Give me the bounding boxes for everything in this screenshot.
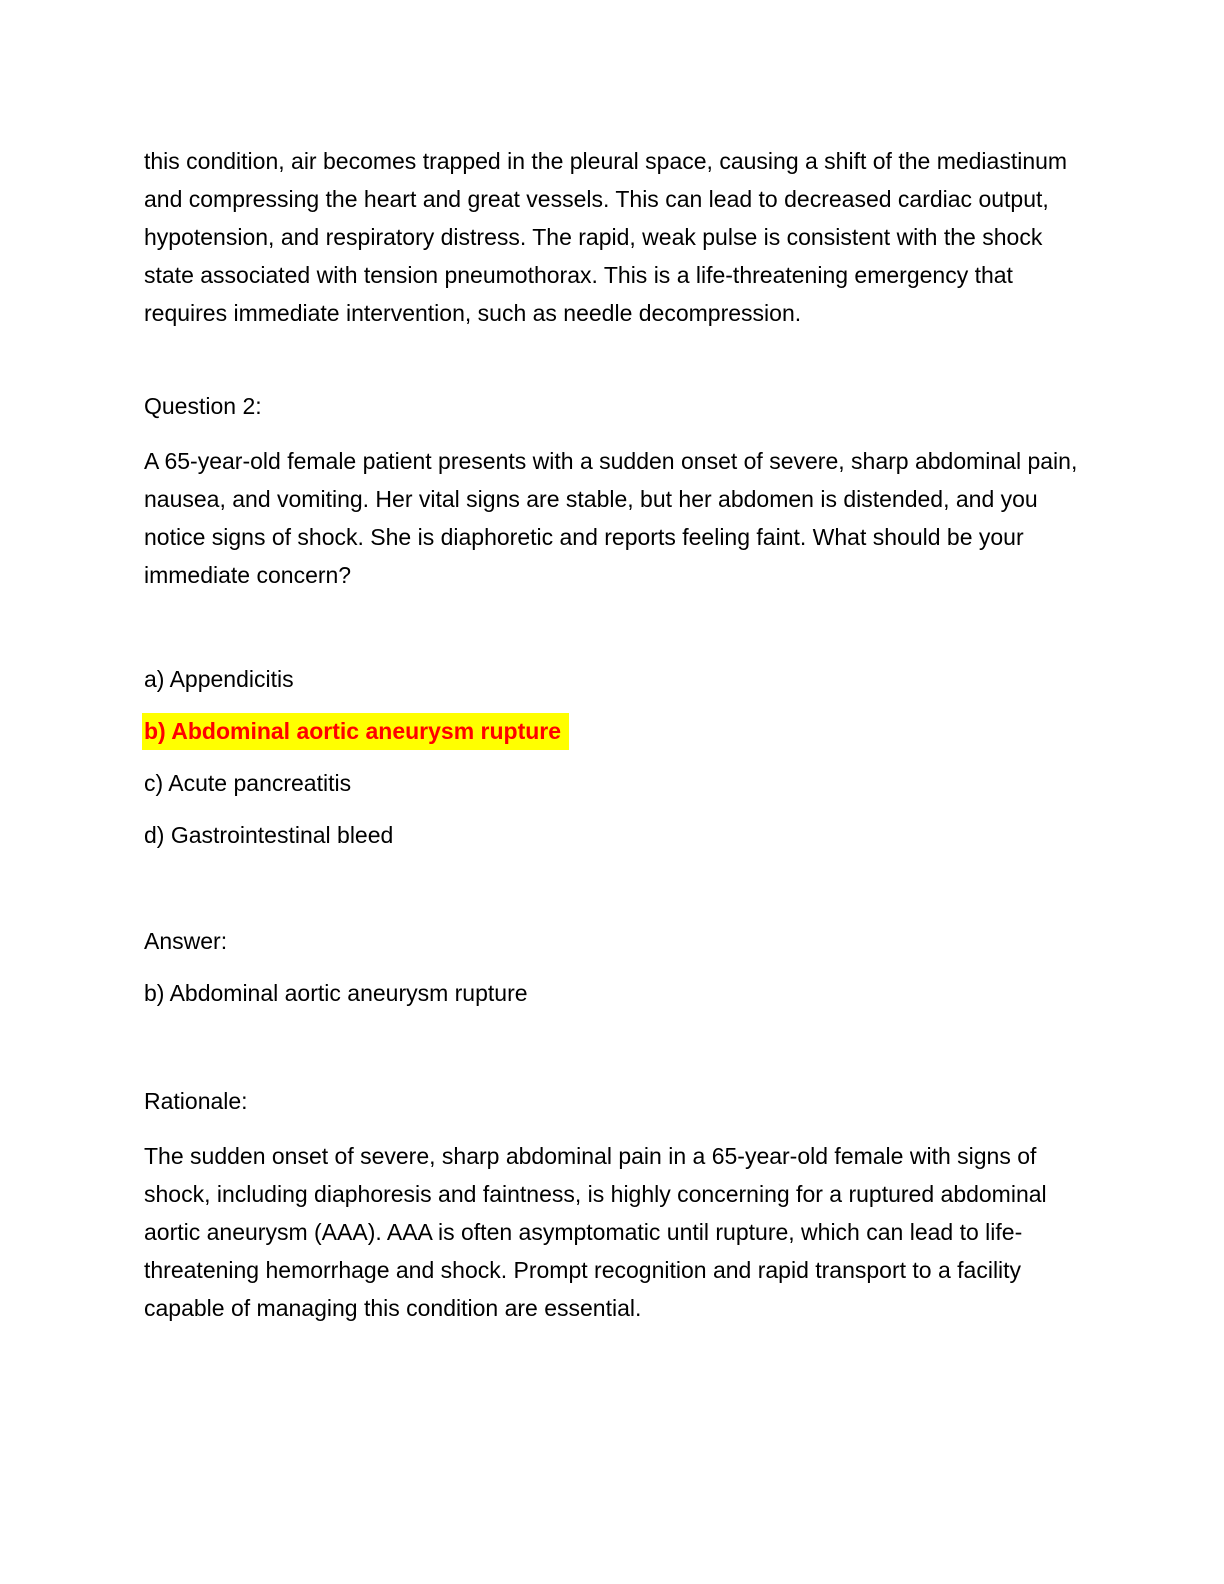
rationale-label: Rationale: — [144, 1088, 248, 1114]
intro-paragraph: this condition, air becomes trapped in the pleural space, causing a shift of the mediastinum and compressing the heart and great vessels. This can lead to decreased cardiac output, hypotension, and respiratory distress. The rapid, weak pulse is consistent with the shock state associated with tension pneumothorax. This is a life-threatening emergency that requires immediate intervention, such as needle decompression. — [144, 148, 1068, 326]
question-2-label: Question 2: — [144, 393, 262, 419]
option-b — [144, 712, 1080, 750]
answer-text: b) Abdominal aortic aneurysm rupture — [144, 980, 528, 1006]
option-d: d) Gastrointestinal bleed — [144, 822, 394, 848]
question-2-text: A 65-year-old female patient presents with a sudden onset of severe, sharp abdominal pain, nausea, and vomiting. Her vital signs are stable, but her abdomen is distended, and you notice signs of shock. She is diaphoretic and reports feeling faint. What should be your immediate concern? — [144, 448, 1078, 588]
option-a: a) Appendicitis — [144, 666, 294, 692]
option-c: c) Acute pancreatitis — [144, 770, 352, 796]
rationale-text: The sudden onset of severe, sharp abdominal pain in a 65-year-old female with signs of shock, including diaphoresis and faintness, is highly concerning for a ruptured abdominal aortic aneurysm (AAA). AAA is often asymptomatic until rupture, which can lead to life-threatening hemorrhage and shock. Prompt recognition and rapid transport to a facility capable of managing this condition are essential. — [144, 1143, 1047, 1321]
answer-label: Answer: — [144, 928, 228, 954]
highlighted-correct-option: b) Abdominal aortic aneurysm rupture — [142, 713, 569, 750]
